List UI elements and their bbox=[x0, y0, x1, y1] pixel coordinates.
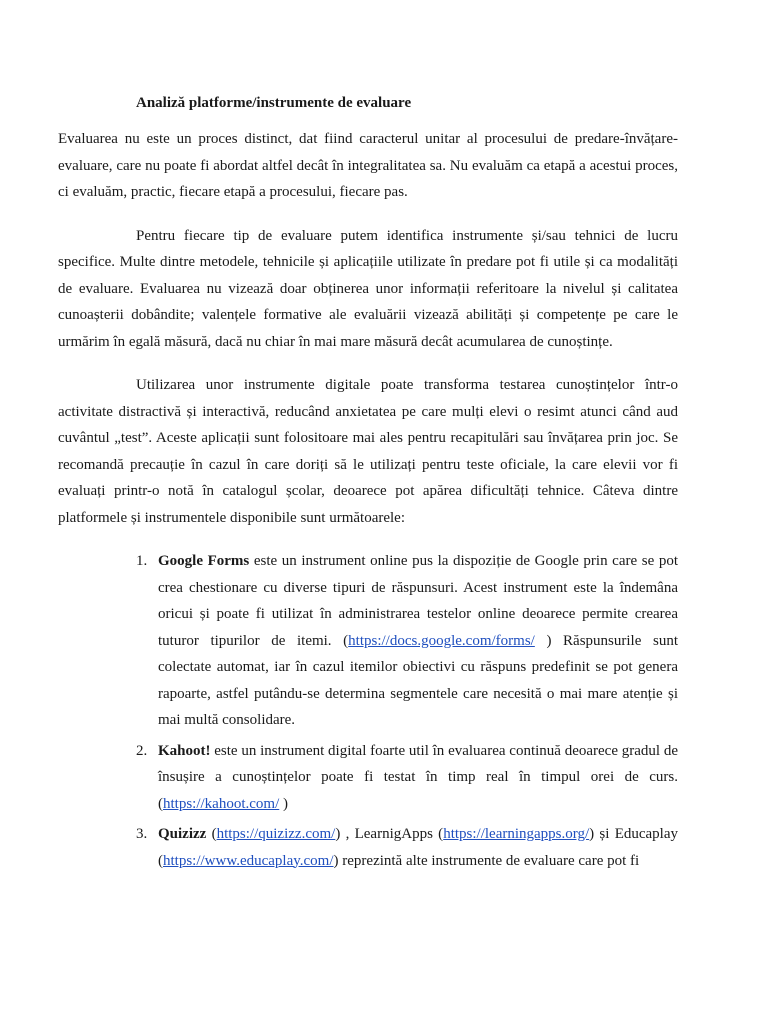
list-item-quizizz bbox=[136, 821, 678, 874]
list-item-text: ) bbox=[279, 795, 288, 812]
list-item-body bbox=[158, 738, 678, 818]
document-page bbox=[58, 90, 678, 878]
paragraph-3 bbox=[58, 372, 678, 531]
list-item-text: ) și Educaplay ( bbox=[158, 826, 678, 869]
link-quizizz[interactable]: https://quizizz.com/ bbox=[216, 826, 336, 842]
list-item-text: ( bbox=[206, 826, 217, 842]
paragraph-2 bbox=[58, 223, 678, 356]
tool-name-google-forms: Google Forms bbox=[158, 553, 250, 569]
platforms-list bbox=[136, 548, 678, 874]
list-number: 3. bbox=[136, 826, 148, 842]
link-learningapps[interactable]: https://learningapps.org/ bbox=[443, 826, 590, 842]
list-item-text: este un instrument digital foarte util în evaluarea continuă deoarece gradul de însușire a cunoștințelor poate fi testat în timp real în timpul orei de curs. ( bbox=[158, 742, 678, 812]
link-google-forms[interactable]: https://docs.google.com/forms/ bbox=[348, 632, 535, 649]
list-item-body bbox=[158, 821, 678, 874]
paragraph-1-text: Evaluarea nu este un proces distinct, dat fiind caracterul unitar al procesului de predare-învățare-evaluare, care nu poate fi abordat altfel decât în integralitatea sa. Nu evaluăm ca etapă a acestui proces, ci evaluăm, practic, fiecare etapă a procesului, fiecare pas. bbox=[58, 131, 678, 200]
link-kahoot[interactable]: https://kahoot.com/ bbox=[163, 795, 280, 812]
paragraph-1 bbox=[58, 126, 678, 206]
list-number: 1. bbox=[136, 553, 148, 569]
list-number: 2. bbox=[136, 742, 148, 759]
link-educaplay[interactable]: https://www.educaplay.com/ bbox=[163, 852, 334, 869]
list-item-google-forms bbox=[136, 548, 678, 734]
list-item-text: ) reprezintă alte instrumente de evaluare care pot fi bbox=[333, 852, 640, 869]
list-item-text: ) Răspunsurile sunt colectate automat, iar în cazul itemilor obiectivi cu răspuns predefinit se pot genera rapoarte, astfel putându-se determina segmentele care necesită o mai mare atenție și mai multă consolidare. bbox=[158, 632, 678, 728]
tool-name-kahoot: Kahoot! bbox=[158, 742, 211, 759]
paragraph-2-text: Pentru fiecare tip de evaluare putem identifica instrumente și/sau tehnici de lucru specifice. Multe dintre metodele, tehnicile și aplicațiile utilizate în predare pot fi utile și ca modalități de evaluare. Evaluarea nu vizează doar obținerea unor informații referitoare la nivelul și calitatea cunoașterii dobândite; valențele formative ale evaluării vizează abilități și competențe pe care le urmărim în egală măsură, dacă nu chiar în mai mare măsură decât acumularea de cunoștințe. bbox=[58, 227, 678, 350]
paragraph-3-text: Utilizarea unor instrumente digitale poate transforma testarea cunoștințelor într-o activitate distractivă și interactivă, reducând anxietatea pe care mulți elevi o resimt atunci când aud cuvântul „test”. Aceste aplicații sunt folositoare mai ales pentru recapitulări sau învățarea prin joc. Se recomandă precauție în cazul în care doriți să le utilizați pentru teste oficiale, la care elevii vor fi evaluați printr-o notă în catalogul școlar, deoarece pot apărea dificultăți tehnice. Câteva dintre platformele și instrumentele disponibile sunt următoarele: bbox=[58, 377, 678, 526]
tool-name-quizizz: Quizizz bbox=[158, 826, 207, 842]
list-item-kahoot bbox=[136, 738, 678, 818]
list-item-text: este un instrument online pus la dispoziție de Google prin care se pot crea chestionare cu diverse tipuri de răspunsuri. Acest instrument este la îndemâna oricui și poate fi utilizat în administrarea testelor online deoarece permite crearea tuturor tipurilor de itemi. ( bbox=[158, 553, 678, 649]
document-title: Analiză platforme/instrumente de evaluare bbox=[136, 95, 412, 111]
list-item-text: ) , LearnigApps ( bbox=[335, 826, 444, 842]
list-item-body bbox=[158, 548, 678, 734]
